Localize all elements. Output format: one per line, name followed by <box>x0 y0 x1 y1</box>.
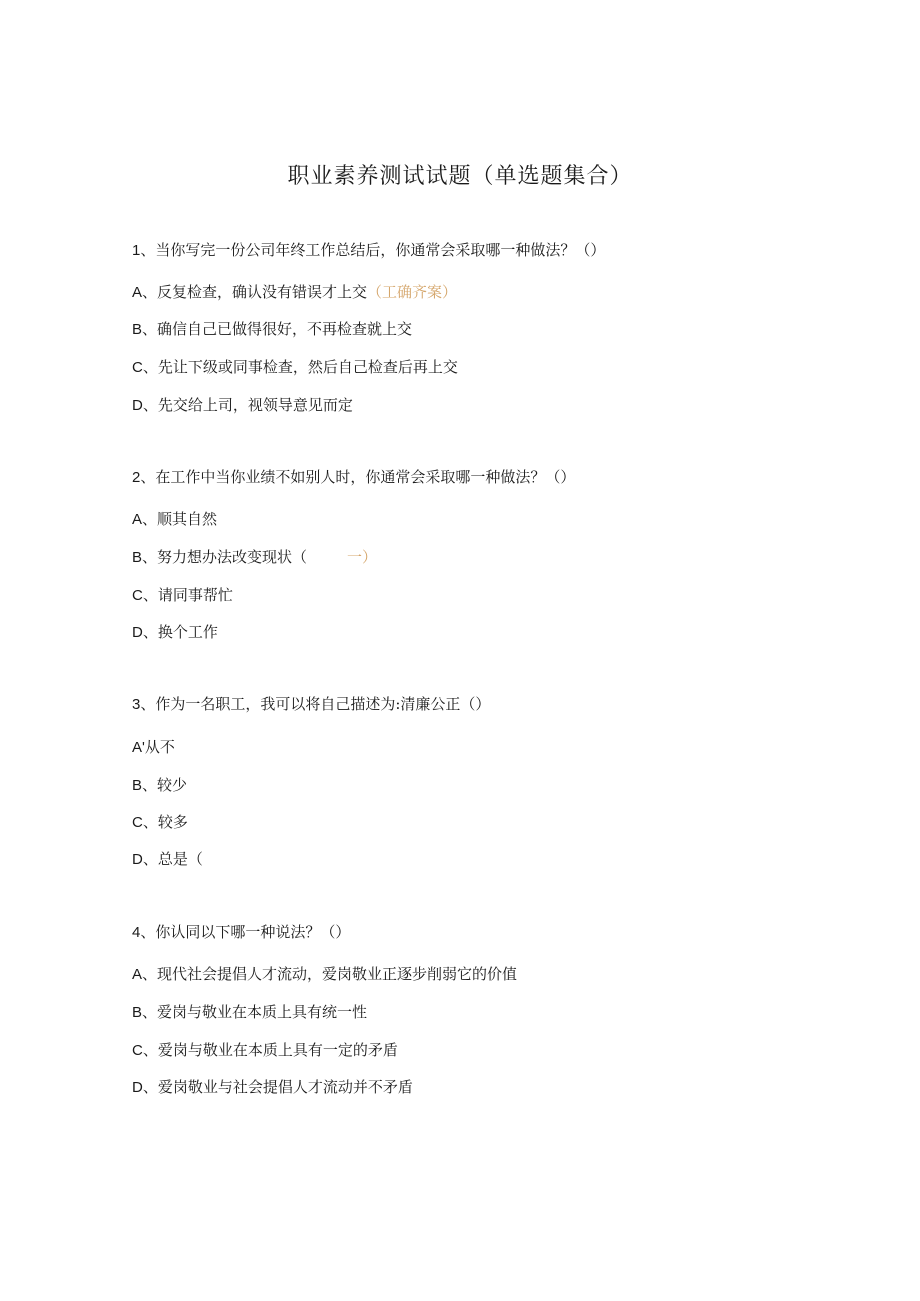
option-text: 现代社会提倡人才流动，爱岗敬业正逐步削弱它的价值 <box>157 965 518 983</box>
question-text: 当你写完一份公司年终工作总结后，你通常会采取哪一种做法？（） <box>155 241 606 259</box>
option-separator: 、 <box>142 283 158 301</box>
option-separator: 、 <box>142 623 158 641</box>
option-text: 从不 <box>144 738 175 756</box>
option-annotation: 一） <box>347 548 378 566</box>
option-2d[interactable] <box>132 621 218 644</box>
question-4 <box>132 921 350 944</box>
option-2b[interactable] <box>132 546 377 569</box>
option-text: 爱岗与敬业在本质上具有统一性 <box>157 1003 368 1021</box>
option-letter: C <box>132 359 143 376</box>
option-separator: 、 <box>142 1003 158 1021</box>
question-number: 1 <box>132 242 141 259</box>
option-text: 顺其自然 <box>157 510 218 528</box>
option-1a[interactable] <box>132 281 457 304</box>
option-letter: B <box>132 777 143 794</box>
option-letter: B <box>132 1004 143 1021</box>
option-4b[interactable] <box>132 1001 367 1024</box>
option-letter: D <box>132 1079 143 1096</box>
option-separator: 、 <box>142 396 158 414</box>
question-separator: 、 <box>140 695 156 713</box>
option-letter: C <box>132 1042 143 1059</box>
option-separator: 、 <box>142 586 158 604</box>
option-3d[interactable] <box>132 848 203 871</box>
question-3 <box>132 693 490 716</box>
option-separator: 、 <box>142 1078 158 1096</box>
option-text: 先交给上司，视领导意见而定 <box>157 396 353 414</box>
option-4a[interactable] <box>132 963 517 986</box>
option-text: 较多 <box>157 813 188 831</box>
option-letter: C <box>132 814 143 831</box>
question-separator: 、 <box>140 468 156 486</box>
option-separator: 、 <box>142 358 158 376</box>
option-separator: ' <box>142 739 145 756</box>
option-letter: B <box>132 321 143 338</box>
question-number: 3 <box>132 696 141 713</box>
question-number: 2 <box>132 469 141 486</box>
option-text: 努力想办法改变现状（ <box>157 548 308 566</box>
option-letter: A <box>132 284 143 301</box>
option-1b[interactable] <box>132 318 412 341</box>
question-1 <box>132 239 605 262</box>
option-3a[interactable] <box>132 736 175 759</box>
option-letter: A <box>132 739 143 756</box>
option-annotation: （工确齐案） <box>367 283 458 301</box>
option-1c[interactable] <box>132 356 458 379</box>
option-text: 换个工作 <box>157 623 218 641</box>
option-separator: 、 <box>142 776 158 794</box>
option-separator: 、 <box>142 965 158 983</box>
option-1d[interactable] <box>132 394 353 417</box>
option-text: 反复检查，确认没有错误才上交 <box>157 283 368 301</box>
option-text: 先让下级或同事检查，然后自己检查后再上交 <box>157 358 458 376</box>
option-4d[interactable] <box>132 1076 413 1099</box>
option-letter: D <box>132 624 143 641</box>
option-separator: 、 <box>142 320 158 338</box>
page-title: 职业素养测试试题（单选题集合） <box>287 164 633 189</box>
option-text: 爱岗敬业与社会提倡人才流动并不矛盾 <box>157 1078 413 1096</box>
option-letter: C <box>132 587 143 604</box>
question-2 <box>132 466 575 489</box>
question-text: 你认同以下哪一种说法？（） <box>155 923 351 941</box>
option-separator: 、 <box>142 813 158 831</box>
option-text: 请同事帮忙 <box>157 586 233 604</box>
option-2c[interactable] <box>132 584 233 607</box>
option-letter: A <box>132 511 143 528</box>
option-3b[interactable] <box>132 774 187 797</box>
option-separator: 、 <box>142 1041 158 1059</box>
option-text: 确信自己已做得很好，不再检查就上交 <box>157 320 413 338</box>
question-separator: 、 <box>140 923 156 941</box>
question-text: 在工作中当你业绩不如别人时，你通常会采取哪一种做法？（） <box>155 468 576 486</box>
option-separator: 、 <box>142 548 158 566</box>
option-text: 总是（ <box>157 850 203 868</box>
option-text: 爱岗与敬业在本质上具有一定的矛盾 <box>157 1041 398 1059</box>
option-2a[interactable] <box>132 508 217 531</box>
option-4c[interactable] <box>132 1039 398 1062</box>
question-number: 4 <box>132 924 141 941</box>
option-letter: D <box>132 851 143 868</box>
question-separator: 、 <box>140 241 156 259</box>
option-letter: B <box>132 549 143 566</box>
option-text: 较少 <box>157 776 188 794</box>
option-letter: D <box>132 397 143 414</box>
option-separator: 、 <box>142 850 158 868</box>
option-separator: 、 <box>142 510 158 528</box>
question-text: 作为一名职工，我可以将自己描述为:清廉公正（） <box>155 695 491 713</box>
option-3c[interactable] <box>132 811 188 834</box>
option-letter: A <box>132 966 143 983</box>
